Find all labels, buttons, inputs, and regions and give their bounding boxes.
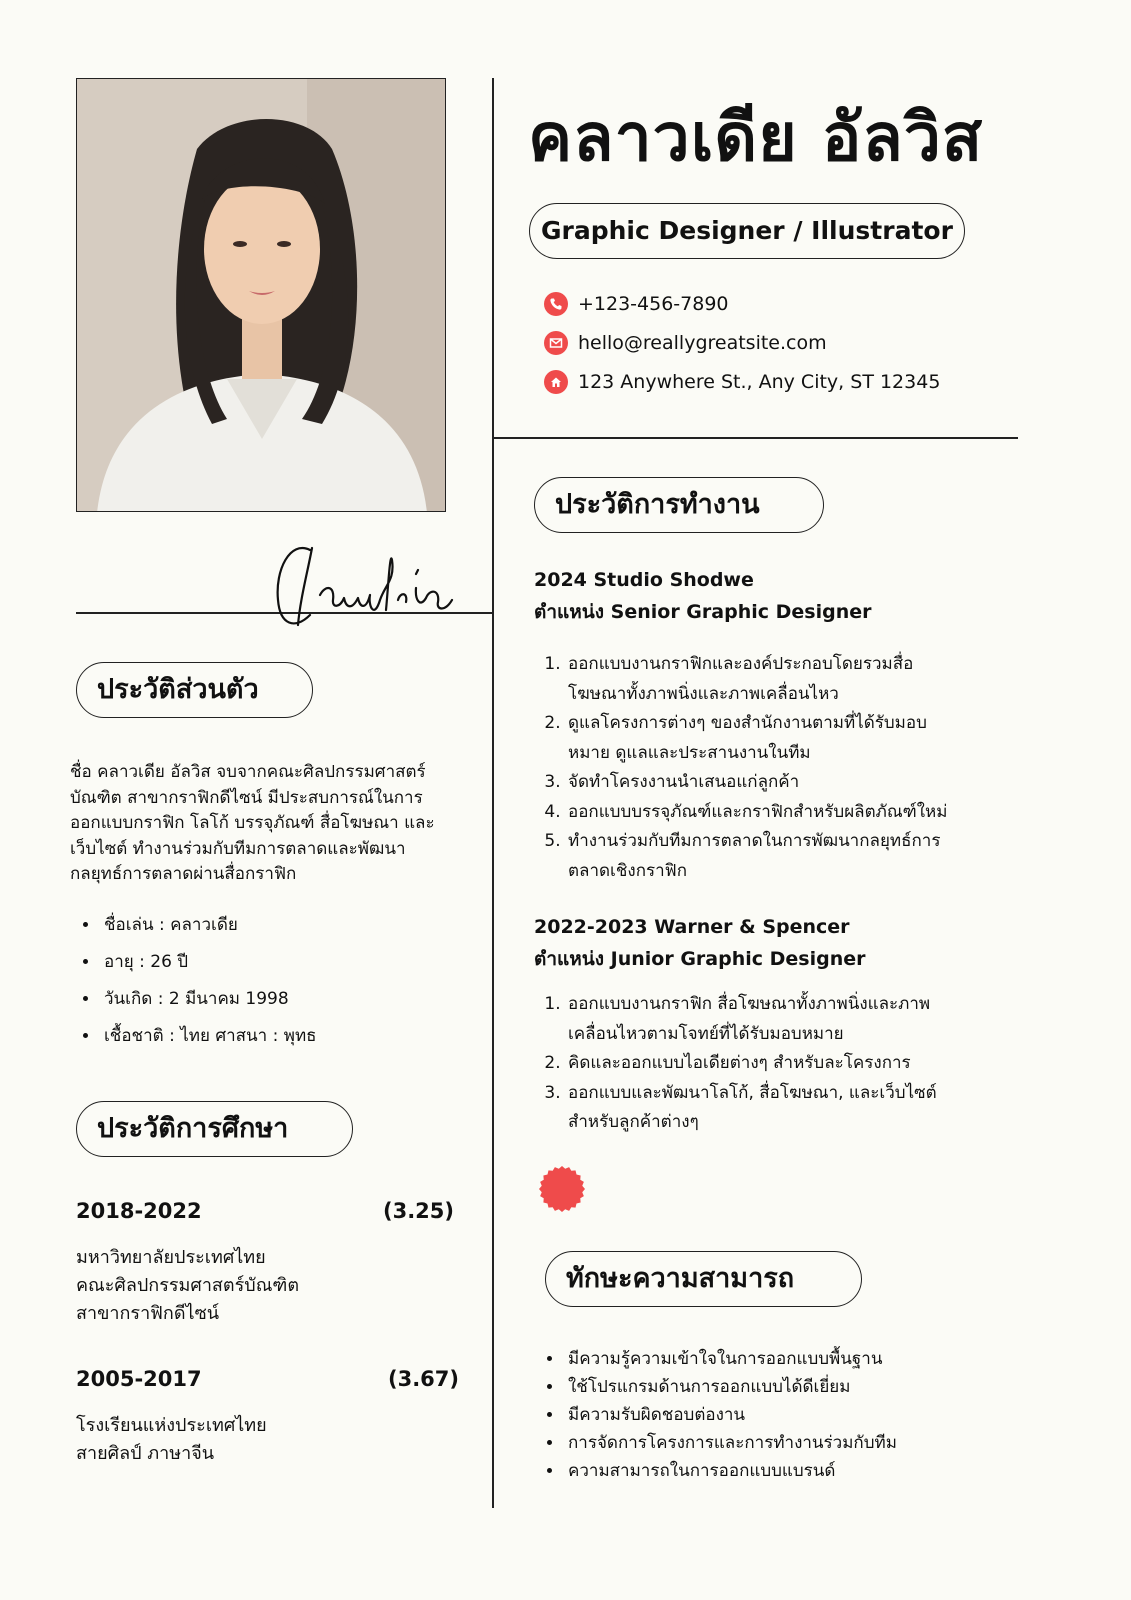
task-line: สำหรับลูกค้าต่างๆ	[568, 1112, 699, 1132]
task-item	[566, 650, 1006, 709]
email-text: hello@reallygreatsite.com	[578, 332, 827, 354]
task-item	[566, 709, 1006, 768]
job-1-header	[534, 564, 871, 628]
task-line: ออกแบบบรรจุภัณฑ์และกราฟิกสำหรับผลิตภัณฑ์ใหม่	[568, 801, 948, 822]
detail-nickname: • ชื่อเล่น : คลาวเดีย	[100, 907, 480, 944]
edu-gpa: (3.67)	[388, 1367, 460, 1391]
signature-claudia	[270, 530, 500, 640]
profile-line: ชื่อ คลาวเดีย อัลวิส จบจากคณะศิลปกรรมศาสตร์	[70, 762, 426, 782]
task-item	[566, 1079, 1006, 1138]
profile-line: ออกแบบกราฟิก โลโก้ บรรจุภัณฑ์ สื่อโฆษณา และ	[70, 813, 435, 833]
task-line: ออกแบบงานกราฟิกและองค์ประกอบโดยรวมสื่อ	[568, 654, 914, 674]
edu-line: สาขากราฟิกดีไซน์	[76, 1303, 220, 1324]
job-position: ตำแหน่ง Junior Graphic Designer	[534, 948, 866, 970]
edu-line: มหาวิทยาลัยประเทศไทย	[76, 1247, 266, 1268]
edu-entry-school	[76, 1412, 267, 1468]
task-item	[566, 990, 1006, 1049]
task-line: หมาย ดูแลและประสานงานในทีม	[568, 742, 811, 763]
personal-details	[78, 907, 480, 1055]
task-line: จัดทำโครงงานนำเสนอแก่ลูกค้า	[568, 772, 800, 792]
edu-entry-university	[76, 1244, 299, 1328]
edu-years: 2018-2022	[76, 1199, 202, 1223]
job-company: 2024 Studio Shodwe	[534, 569, 754, 591]
profile-photo	[76, 78, 446, 512]
task-item	[566, 768, 1006, 798]
skill-item: • มีความรู้ความเข้าใจในการออกแบบพื้นฐาน	[564, 1345, 984, 1373]
job-2-header	[534, 911, 866, 975]
profile-line: กลยุทธ์การตลาดผ่านสื่อกราฟิก	[70, 864, 297, 884]
home-icon	[544, 370, 568, 394]
task-line: ตลาดเชิงกราฟิก	[568, 860, 687, 881]
skill-item: • ความสามารถในการออกแบบแบรนด์	[564, 1457, 984, 1485]
full-name: คลาวเดีย อัลวิส	[528, 99, 984, 176]
education-heading: ประวัติการศึกษา	[76, 1101, 353, 1157]
skill-item: • มีความรับผิดชอบต่องาน	[564, 1401, 984, 1429]
job-title-badge: Graphic Designer / Illustrator	[529, 203, 965, 259]
edu-line: โรงเรียนแห่งประเทศไทย	[76, 1415, 267, 1436]
task-item	[566, 798, 1006, 828]
skills-heading: ทักษะความสามารถ	[545, 1251, 862, 1307]
task-line: คิดและออกแบบไอเดียต่างๆ สำหรับละโครงการ	[568, 1053, 911, 1073]
task-line: เคลื่อนไหวตามโจทย์ที่ได้รับมอบหมาย	[568, 1023, 844, 1044]
job-1-tasks	[534, 650, 1006, 886]
portrait-illustration	[77, 79, 446, 512]
profile-line: บัณฑิต สาขากราฟิกดีไซน์ มีประสบการณ์ในการ	[70, 787, 423, 808]
task-line: ออกแบบและพัฒนาโลโก้, สื่อโฆษณา, และเว็บไซต์	[568, 1082, 937, 1103]
task-line: ทำงานร่วมกับทีมการตลาดในการพัฒนากลยุทธ์การ	[568, 831, 941, 851]
job-2-tasks	[534, 990, 1006, 1138]
profile-line: เว็บไซต์ ทำงานร่วมกับทีมการตลาดและพัฒนา	[70, 838, 406, 859]
experience-heading: ประวัติการทำงาน	[534, 477, 824, 533]
profile-summary	[70, 760, 480, 888]
task-item	[566, 827, 1006, 886]
edu-gpa: (3.25)	[383, 1199, 455, 1223]
edu-years: 2005-2017	[76, 1367, 202, 1391]
contact-address	[544, 369, 940, 395]
task-line: โฆษณาทั้งภาพนิ่งและภาพเคลื่อนไหว	[568, 683, 839, 704]
decorative-seal	[538, 1165, 586, 1213]
job-position: ตำแหน่ง Senior Graphic Designer	[534, 601, 872, 623]
right-divider	[492, 437, 1018, 439]
contact-email	[544, 330, 827, 356]
job-company: 2022-2023 Warner & Spencer	[534, 916, 850, 938]
detail-nationality: • เชื้อชาติ : ไทย ศาสนา : พุทธ	[100, 1018, 480, 1055]
profile-heading: ประวัติส่วนตัว	[76, 662, 313, 718]
task-item	[566, 1049, 1006, 1079]
skill-item: • ใช้โปรแกรมด้านการออกแบบได้ดีเยี่ยม	[564, 1373, 984, 1401]
mail-icon	[544, 331, 568, 355]
skill-item: • การจัดการโครงการและการทำงานร่วมกับทีม	[564, 1429, 984, 1457]
vertical-divider	[492, 78, 494, 1508]
phone-icon	[544, 292, 568, 316]
skills-list	[542, 1345, 984, 1485]
phone-text: +123-456-7890	[578, 293, 729, 315]
edu-line: คณะศิลปกรรมศาสตร์บัณฑิต	[76, 1275, 300, 1296]
contact-phone	[544, 291, 729, 317]
task-line: ดูแลโครงการต่างๆ ของสำนักงานตามที่ได้รับมอบ	[568, 713, 927, 733]
address-text: 123 Anywhere St., Any City, ST 12345	[578, 371, 941, 393]
task-line: ออกแบบงานกราฟิก สื่อโฆษณาทั้งภาพนิ่งและภาพ	[568, 994, 931, 1014]
detail-birthday: • วันเกิด : 2 มีนาคม 1998	[100, 981, 480, 1018]
detail-age: • อายุ : 26 ปี	[100, 944, 480, 981]
edu-line: สายศิลป์ ภาษาจีน	[76, 1443, 215, 1464]
